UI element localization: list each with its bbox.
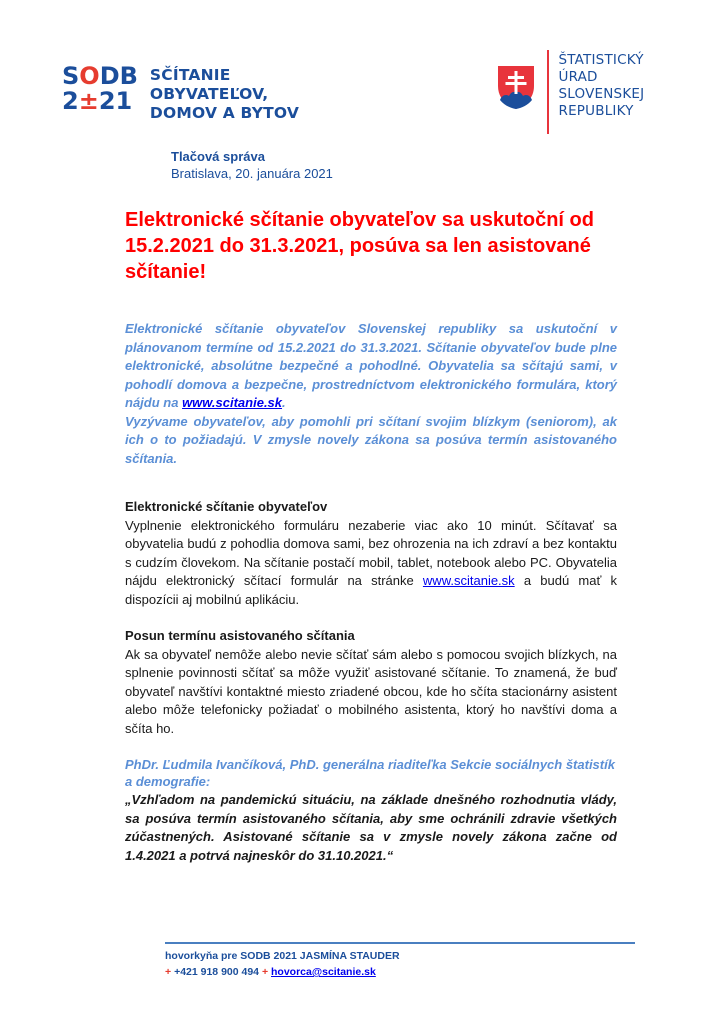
plus-icon: + <box>261 966 269 978</box>
lead-paragraph <box>125 320 617 468</box>
sodb-logo-line1 <box>62 64 138 89</box>
logo-title-line: DOMOV A BYTOV <box>149 104 300 122</box>
logo-letter: S <box>62 62 80 90</box>
office-name-line: ÚRAD <box>558 69 598 85</box>
sodb-logo-mark <box>62 64 138 114</box>
section-text: a budú mať k dispozícii aj mobilnú aplikáciu. <box>125 573 618 607</box>
office-name-line: ŠTATISTICKÝ <box>558 52 644 68</box>
sodb-logo-line2 <box>62 89 138 114</box>
footer-contact <box>165 948 400 980</box>
lead-text-1 <box>125 320 617 413</box>
section-assisted-census <box>125 627 617 738</box>
contact-details <box>165 964 400 980</box>
quote-text: „Vzhľadom na pandemickú situáciu, na základe dnešného rozhodnutia vlády, sa posúva termín asistovaného sčítania, aby sme ochránili zdravie všetkých zúčastnených. Asistované sčítanie sa v zmysle novely zákona začne od 1.4.2021 a potrvá najneskôr do 31.10.2021.“ <box>125 792 617 863</box>
plus-icon: + <box>165 966 172 978</box>
sodb-logo-title <box>150 66 299 123</box>
logo-title-line: OBYVATEĽOV, <box>149 85 269 103</box>
logo-digit: 2 <box>62 87 79 115</box>
section-body <box>125 517 617 610</box>
slovak-coat-of-arms-icon <box>496 64 536 110</box>
sodb-2021-logo <box>62 64 299 123</box>
office-name-line: SLOVENSKEJ <box>558 86 645 102</box>
phone-number: +421 918 900 494 <box>174 966 260 978</box>
headline: Elektronické sčítanie obyvateľov sa uskutoční od 15.2.2021 do 31.3.2021, posúva sa len asistované sčítanie! <box>125 209 594 283</box>
quote-block <box>125 757 617 865</box>
scitanie-link[interactable]: www.scitanie.sk <box>182 395 283 410</box>
logo-divider <box>547 50 549 134</box>
office-name-line: REPUBLIKY <box>558 103 634 119</box>
press-release-label: Tlačová správa <box>171 149 265 164</box>
logo-letters: DB <box>99 62 138 90</box>
plus-minus-icon: ± <box>78 87 99 115</box>
quote-author: PhDr. Ľudmila Ivančíková, PhD. generálna riaditeľka Sekcie sociálnych štatistík a demografie: <box>125 757 615 789</box>
email-link[interactable]: hovorca@scitanie.sk <box>271 966 376 978</box>
lead-text-end: . <box>282 395 286 410</box>
spokesperson-line: hovorkyňa pre SODB 2021 JASMÍNA STAUDER <box>165 950 400 962</box>
logo-title-line: SČÍTANIE <box>149 66 231 84</box>
statistical-office-logo <box>496 50 644 134</box>
lead-text: Elektronické sčítanie obyvateľov Slovenskej republiky sa uskutoční v plánovanom termíne od 15.2.2021 do 31.3.2021. Sčítanie obyvateľov bude plne elektronické, absolútne bezpečné a pohodlné. Obyvatelia sa sčítajú sami, v pohodlí domova a bezpečne, prostredníctvom elektronického formulára, ktorý nájdu na <box>125 321 617 410</box>
place-and-date: Bratislava, 20. januára 2021 <box>171 166 333 181</box>
section-heading: Elektronické sčítanie obyvateľov <box>125 499 328 514</box>
press-release-info <box>171 148 333 182</box>
statistical-office-name <box>559 52 645 120</box>
section-text: Vyplnenie elektronického formuláru nezaberie viac ako 10 minút. Sčítavať sa obyvatelia budú z pohodlia domova sami, bez ohrozenia na ich zdraví a bez kontaktu s cudzím človekom. Na sčítanie postačí mobil, tablet, notebook alebo PC. Obyvatelia nájdu elektronický sčítací formulár na stránke <box>125 517 617 588</box>
scitanie-link[interactable]: www.scitanie.sk <box>422 573 515 588</box>
section-electronic-census <box>125 498 617 609</box>
lead-text-2: Vyzývame obyvateľov, aby pomohli pri sčítaní svojim blízkym (seniorom), ak ich o to požiadajú. V zmysle novely zákona sa posúva termín asistovaného sčítania. <box>125 413 617 466</box>
logo-digits: 21 <box>98 87 133 115</box>
section-heading: Posun termínu asistovaného sčítania <box>125 628 355 643</box>
section-body: Ak sa obyvateľ nemôže alebo nevie sčítať sám alebo s pomocou svojich blízkych, na splnenie povinnosti sčítať sa môže využiť asistované sčítanie. To znamená, že buď obyvateľ navštívi kontaktné miesto zriadené obcou, kde ho sčíta stacionárny asistent alebo môže telefonicky požiadať o mobilného asistenta, ktorý ho navštívi doma a sčíta ho. <box>125 646 617 736</box>
logo-letter-o: O <box>79 62 100 90</box>
footer-divider <box>165 942 635 944</box>
